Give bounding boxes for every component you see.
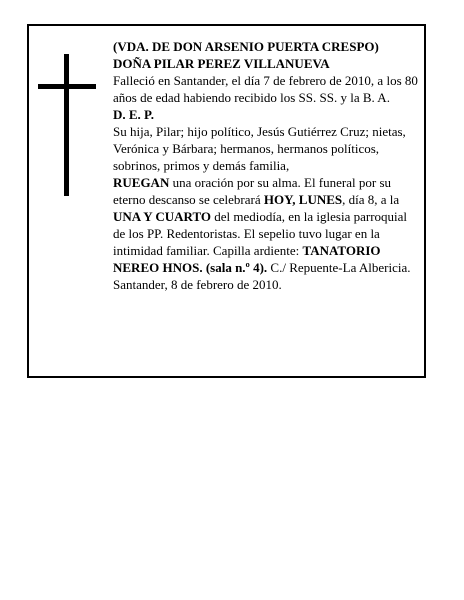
funeral-time: UNA Y CUARTO	[113, 209, 212, 224]
funeral-paragraph	[113, 174, 419, 276]
family-list: Su hija, Pilar; hijo político, Jesús Gutiérrez Cruz; nietas, Verónica y Bárbara; hermanos, hermanos políticos, sobrinos, primos y demás familia,	[113, 124, 406, 173]
ruegan-label: RUEGAN	[113, 175, 170, 190]
prayer-text-1: una oración por su alma. El funeral por su eterno descanso se celebrará	[113, 175, 391, 207]
prayer-text-3: del mediodía, en la iglesia parroquial de los PP. Redentoristas. El sepelio tuvo lugar en la intimidad familiar. Capilla ardiente:	[113, 209, 408, 258]
cross-icon-bar	[38, 84, 96, 89]
dep-line: D. E. P.	[113, 107, 155, 122]
death-info: Falleció en Santander, el día 7 de febrero de 2010, a los 80 años de edad habiendo recibido los SS. SS. y la B. A.	[113, 73, 418, 105]
funeral-day: HOY, LUNES	[263, 192, 343, 207]
closing-date: Santander, 8 de febrero de 2010.	[113, 277, 282, 292]
widow-of-line: (VDA. DE DON ARSENIO PUERTA CRESPO)	[113, 39, 379, 54]
deceased-name: DOÑA PILAR PEREZ VILLANUEVA	[113, 56, 330, 71]
tanatorio-name: TANATORIO NEREO HNOS. (sala n.º 4).	[113, 243, 381, 275]
tanatorio-address: C./ Repuente-La Albericia.	[267, 260, 411, 275]
prayer-text-2: , día 8, a la	[342, 192, 400, 207]
cross-icon	[64, 54, 69, 196]
obituary-text	[113, 38, 419, 293]
